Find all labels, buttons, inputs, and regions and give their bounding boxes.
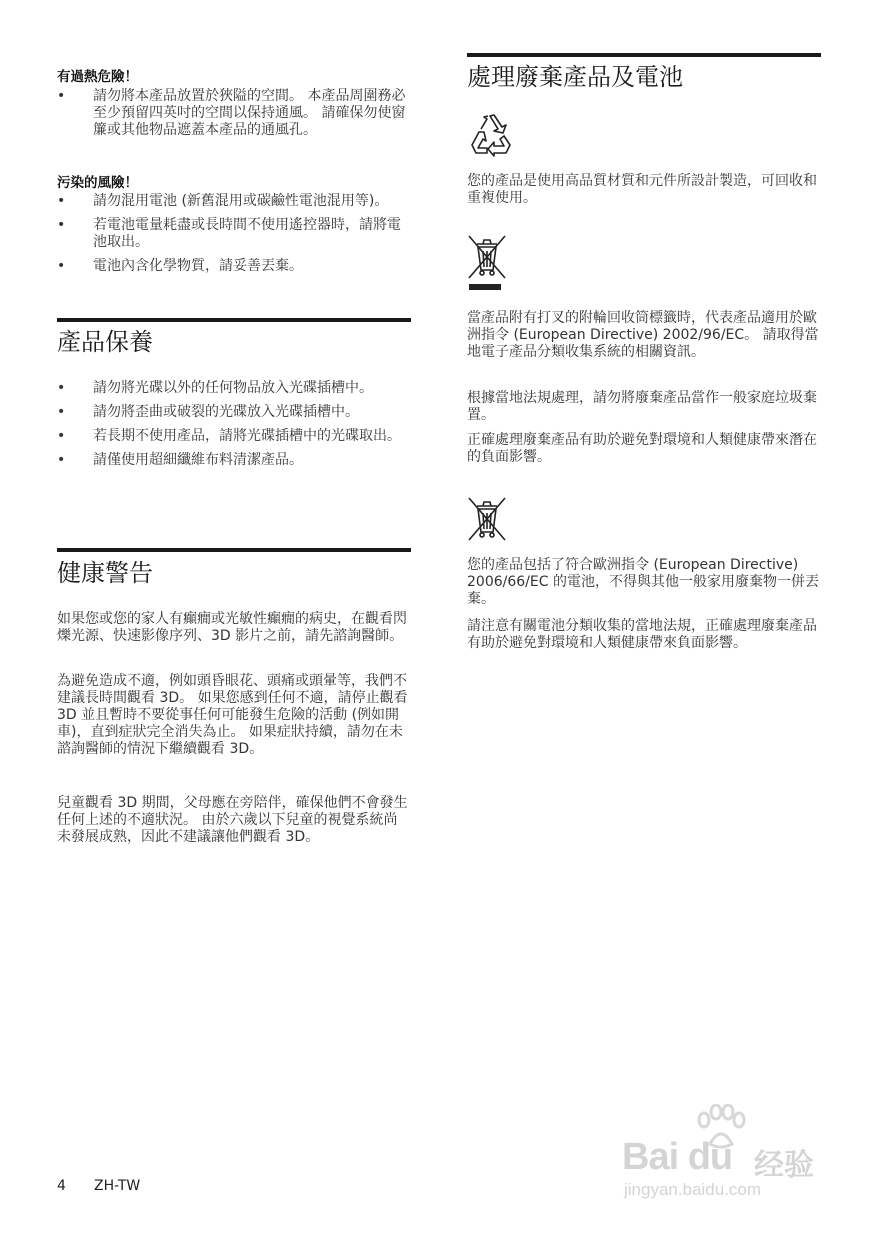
watermark-label: 经验 [754, 1148, 814, 1183]
health-paragraph: 如果您或您的家人有癲癇或光敏性癲癇的病史，在觀看閃爍光源、快速影像序列、3D 影片之前，請先諮詢醫師。 [57, 611, 407, 644]
disposal-divider [467, 53, 821, 57]
watermark-url: jingyan.baidu.com [624, 1180, 762, 1199]
bullet-icon: • [57, 452, 66, 468]
watermark [600, 1100, 840, 1210]
crossed-battery-bin-icon [467, 496, 507, 542]
pollution-list [57, 193, 411, 282]
bullet-icon: • [57, 217, 66, 233]
pollution-heading: 污染的風險！ [57, 175, 138, 191]
crossed-bin-icon [467, 234, 507, 292]
weee-paragraph: 正確處理廢棄產品有助於避免對環境和人類健康帶來潛在的負面影響。 [467, 432, 817, 465]
disposal-title: 處理廢棄產品及電池 [467, 63, 683, 91]
bullet-icon: • [57, 193, 66, 209]
health-paragraph: 兒童觀看 3D 期間，父母應在旁陪伴，確保他們不會發生任何上述的不適狀況。 由於六歲以下兒童的視覺系統尚未發展成熟，因此不建議讓他們觀看 3D。 [57, 795, 408, 845]
weee-paragraph: 根據當地法規處理，請勿將廢棄產品當作一般家庭垃圾棄置。 [467, 390, 817, 423]
care-list [57, 380, 411, 476]
health-paragraph: 為避免造成不適，例如頭昏眼花、頭痛或頭暈等，我們不建議長時間觀看 3D。 如果您感到任何不適，請停止觀看 3D 並且暫時不要從事任何可能發生危險的活動 (例如開車)，直到症狀完全消失為止。 如果症狀持續，請勿在未諮詢醫師的情況下繼續觀看 3D。 [57, 673, 408, 757]
list-item: • 請勿混用電池 (新舊混用或碳鹼性電池混用等)。 [57, 193, 389, 209]
battery-paragraph: 您的產品包括了符合歐洲指令 (European Directive) 2006/66/EC 的電池，不得與其他一般家用廢棄物一併丟棄。 [467, 557, 819, 607]
bullet-icon: • [57, 380, 66, 396]
bullet-icon: • [57, 428, 66, 444]
list-item: • 若長期不使用產品，請將光碟插槽中的光碟取出。 [57, 428, 401, 444]
list-item: • 請勿將光碟以外的任何物品放入光碟插槽中。 [57, 380, 373, 396]
health-title: 健康警告 [57, 559, 153, 587]
page-number: 4 [57, 1178, 66, 1194]
overheat-list [57, 88, 411, 146]
list-item: • 若電池電量耗盡或長時間不使用遙控器時，請將電池取出。 [57, 217, 401, 250]
list-item: • 請勿將本產品放置於狹隘的空間。 本產品周圍務必至少預留四英吋的空間以保持通風。 請確保勿使窗簾或其他物品遮蓋本產品的通風孔。 [57, 88, 406, 138]
battery-paragraph: 請注意有關電池分類收集的當地法規，正確處理廢棄產品有助於避免對環境和人類健康帶來負面影響。 [467, 618, 817, 651]
language-code: ZH-TW [94, 1178, 141, 1194]
list-item: • 請僅使用超細纖維布料清潔產品。 [57, 452, 303, 468]
bullet-icon: • [57, 258, 66, 274]
weee-paragraph: 當產品附有打叉的附輪回收筒標籤時，代表產品適用於歐洲指令 (European Directive) 2002/96/EC。 請取得當地電子產品分類收集系統的相關資訊。 [467, 310, 819, 360]
list-item: • 電池內含化學物質，請妥善丟棄。 [57, 258, 303, 274]
overheat-heading: 有過熱危險！ [57, 69, 138, 85]
bullet-icon: • [57, 88, 66, 104]
recycle-paragraph: 您的產品是使用高品質材質和元件所設計製造，可回收和重複使用。 [467, 173, 817, 206]
recycle-icon [467, 112, 513, 158]
care-divider [57, 318, 411, 322]
health-divider [57, 548, 411, 552]
care-title: 產品保養 [57, 328, 153, 356]
bullet-icon: • [57, 404, 66, 420]
list-item: • 請勿將歪曲或破裂的光碟放入光碟插槽中。 [57, 404, 359, 420]
watermark-logo: Bai du [622, 1136, 733, 1178]
